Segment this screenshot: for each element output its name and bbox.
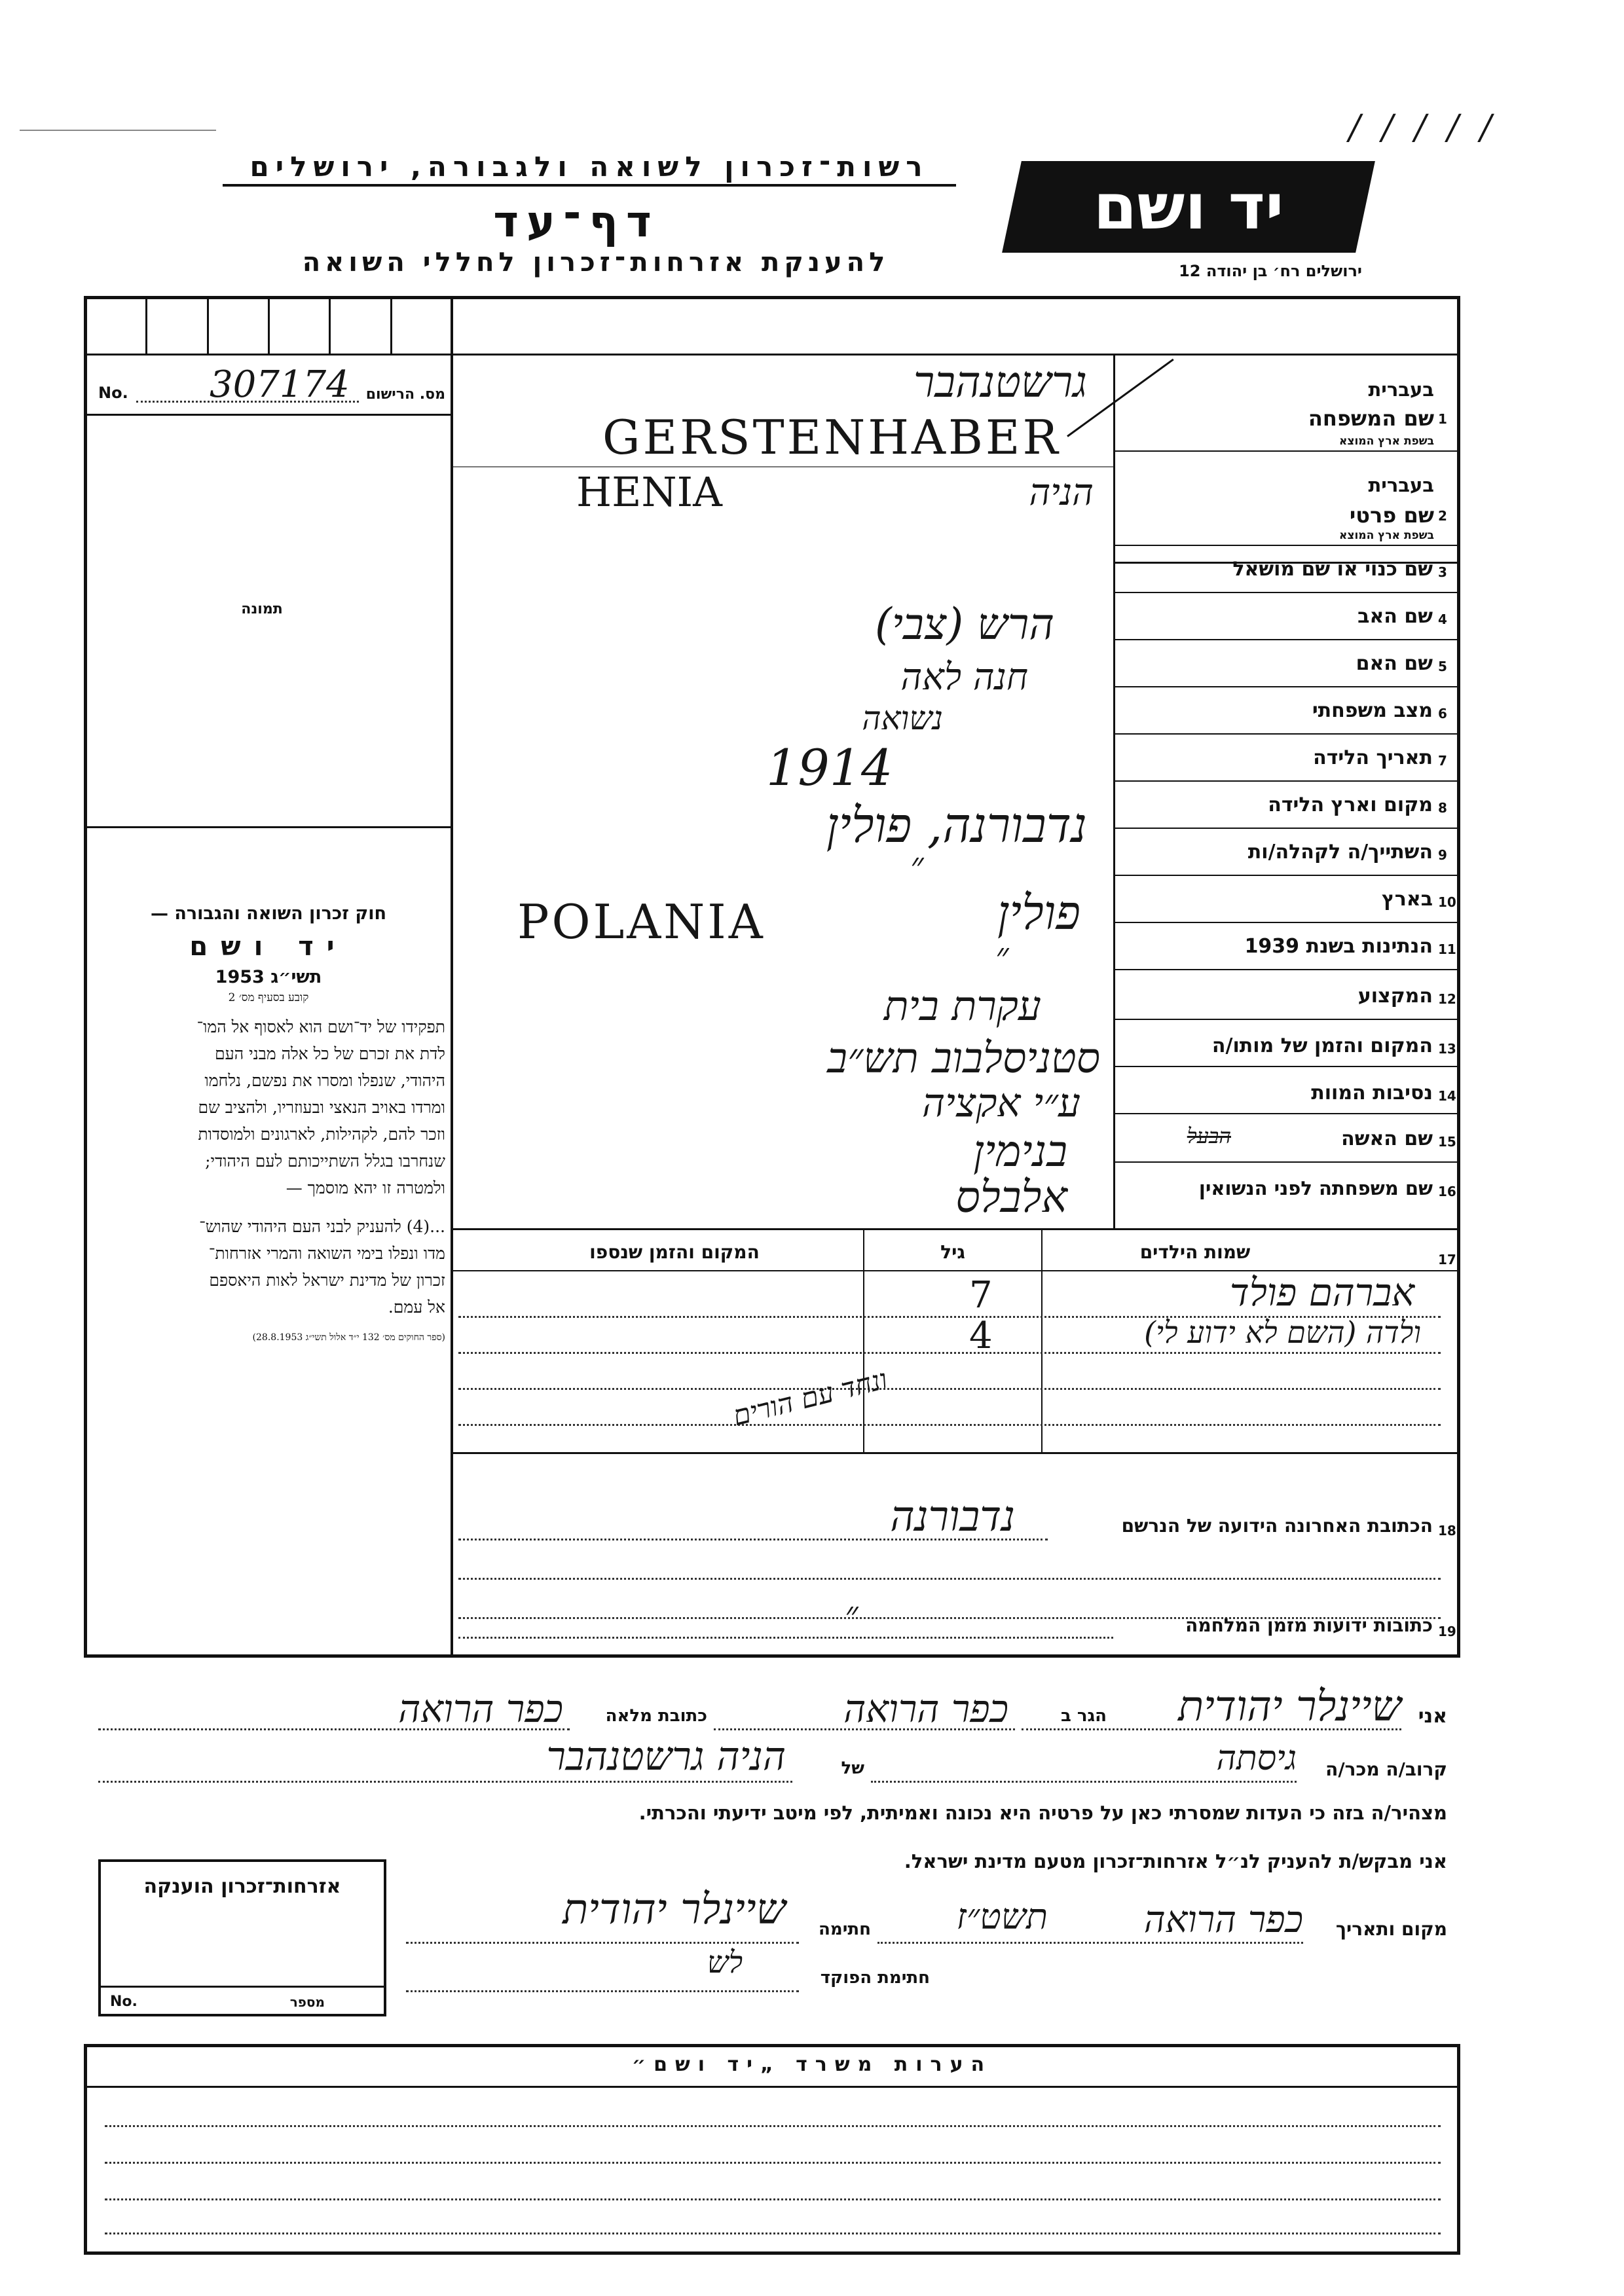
declarant-signature: שיינלר יהודית [563,1886,786,1934]
registration-no-label: No. [98,384,128,402]
declaration-request: אני מבקש/ת להעניק לנ״ל אזרחות־זכרון מטעם מדינת ישראל. [904,1850,1447,1872]
field-6-value: נשואה [862,699,943,737]
law-text-line: ומרדו באויב הנאצי ובעוזריו, ולהציב שם [198,1098,445,1117]
authority-name: רשות־זכרון לשואה ולגבורה, ירושלים [223,151,956,187]
office-use-boxes [86,299,453,354]
officer-signature-label: חתימת הפוקד [820,1968,930,1988]
field-15-struck: הבעל [1187,1123,1231,1148]
law-text-line: אל עמם. [388,1298,445,1317]
field-1-number: 1 [1438,411,1447,427]
form-title: דף־עד [493,196,659,247]
field-6-label: מצב משפחתי [1312,699,1433,722]
field-10-number: 10 [1438,894,1456,910]
relation-label: קרוב/ה מכר/ה [1325,1758,1447,1780]
field-14-value: ע״י אקציה [922,1080,1080,1126]
field-16-value: אלבלס [955,1172,1067,1222]
place-value: כפר הרואה [1143,1899,1303,1941]
field-13-label: המקום והזמן של מותו/ה [1211,1034,1433,1057]
children-place-note: ונחד עם הורים [729,1362,891,1432]
field-15-label: שם האשה [1341,1127,1433,1150]
field-2-sub1: בעברית [1368,474,1434,496]
law-box [92,903,445,1343]
field-1-label: שם המשפחה [1308,406,1434,431]
date-value: תשט״ז [956,1896,1048,1937]
citizenship-box-title: אזרחות־זכרון הוענקה [143,1875,341,1898]
field-12-label: המקצוע [1357,985,1433,1008]
declaration-statement: מצהיר/ה בזה כי העדות שמסרתי כאן על פרטיה היא נכונה ואמיתית, לפי מיטב ידיעתי והכרתי. [638,1802,1447,1824]
field-3-label: שם כנוי או שם מושאל [1232,558,1433,581]
citizenship-box [98,1859,386,2016]
field-10-label: בארץ [1381,888,1433,911]
field-4-value: הרש (צבי) [875,599,1054,649]
field-9-value: ״ [910,845,924,886]
field-13-value: סטניסלבוב תש״ב [827,1034,1100,1083]
law-text-line: ...(4) להעניק לבני העם היהודי שהוש־ [199,1217,445,1236]
of-value: הניה גרשטנהבר [546,1734,786,1779]
full-address-value: כפר הרואה [398,1686,563,1731]
field-19-value: ״ [845,1594,858,1635]
children-col-names: שמות הילדים [1139,1241,1251,1263]
field-2-value-latin: HENIA [576,468,722,516]
law-citation: (ספר החוקים מס׳ 132 י״ד אלול תשי״ג 28.8.1953) [252,1332,445,1343]
place-date-label: מקום ותאריך [1335,1918,1447,1940]
resides-value: כפר הרואה [843,1686,1008,1731]
law-text-line: שנחרבו בגלל השתייכותם לעם היהודי; [205,1152,445,1171]
law-text-line: מדו ונפלו בימי השואה והמרי אזרחות־ [208,1244,445,1263]
field-18-value: נדבורנה [890,1493,1015,1541]
field-2-number: 2 [1438,508,1447,524]
photo-label: תמונה [241,601,283,617]
field-7-label: תאריך הלידה [1313,746,1433,769]
children-col-age: גיל [940,1241,965,1263]
law-title: חוק זכרון השואה והגבורה — [150,903,387,924]
law-text-line: היהודי, שנפלו ומסרו את נפשם, נלחמו [204,1071,445,1090]
field-11-number: 11 [1438,941,1456,957]
remarks-area [84,2044,1460,2255]
field-9-number: 9 [1438,847,1447,863]
child-2-age: 4 [969,1315,993,1357]
logo-text: יד ושם [1093,170,1284,244]
field-19-number: 19 [1438,1624,1456,1639]
scan-artifact-line [20,130,216,131]
children-col-place: המקום והזמן שנספו [589,1241,760,1263]
citizenship-number-label: מספר [289,1994,325,2010]
field-5-number: 5 [1438,659,1447,674]
field-5-label: שם האם [1356,652,1433,675]
full-address-label: כתובת מלאה [605,1706,707,1726]
law-name: יד ושם [189,932,348,962]
field-12-value: עקרת בית [883,982,1041,1030]
field-1-value-latin: GERSTENHABER [602,410,1061,465]
field-11-label: הנתינות בשנת 1939 [1244,935,1433,958]
field-5-value: חנה לאה [900,656,1028,699]
field-13-number: 13 [1438,1041,1456,1057]
form-subtitle: להענקת אזרחות־זכרון לחללי השואה [302,247,890,278]
declaration-ani: אני [1418,1705,1447,1728]
field-1-value-hebrew: גרשטנהבר [913,357,1087,407]
field-14-number: 14 [1438,1088,1456,1104]
field-17-number: 17 [1438,1252,1456,1267]
field-12-number: 12 [1438,991,1456,1007]
field-4-label: שם האב [1357,605,1433,628]
field-8-number: 8 [1438,800,1447,816]
field-2-sub2: בשפת ארץ המוצא [1338,529,1434,542]
field-2-label: שם פרטי [1349,503,1434,528]
field-18-label: הכתובת האחרונה הידועה של הנרשם [1121,1515,1433,1537]
field-3-number: 3 [1438,564,1447,580]
child-1-age: 7 [969,1274,993,1317]
relation-value: גיסתה [1216,1739,1297,1778]
field-11-value: ״ [995,935,1009,976]
field-18-number: 18 [1438,1523,1456,1539]
logo-address: ירושלים רח׳ בן יהודה 12 [1179,262,1362,280]
of-label: של [841,1758,864,1778]
law-text-line: תפקידו של יד־ושם הוא לאסוף אל המו־ [196,1017,445,1036]
law-text-line: זכרון של מדינת ישראל לאות היאספם [209,1271,445,1290]
field-16-number: 16 [1438,1184,1456,1199]
field-16-label: שם משפחתה לפני הנשואין [1198,1177,1433,1199]
law-text-line: לדת את זכרם של כל אלה מבני העם [215,1044,445,1063]
field-15-value: בנימין [973,1126,1067,1176]
law-text-line: ולמטרה זו יהא מוסמך — [286,1178,445,1197]
field-4-number: 4 [1438,611,1447,627]
field-19-label: כתובות ידועות מזמן המלחמה [1185,1614,1433,1636]
registration-label: מס. הרישום [365,386,445,403]
citizenship-no-label: No. [110,1994,138,2010]
child-1-name: אברהם פולד [1229,1270,1414,1315]
field-10-value: פולין [997,885,1080,940]
field-9-label: השתייך/ה לקהלה/ות [1247,841,1433,864]
field-1-sub2: בשפת ארץ המוצא [1338,435,1434,448]
child-2-name: ולדה (השם לא ידוע לי) [1144,1315,1421,1350]
remarks-title: הערות משרד „יד ושם״ [631,2053,993,2076]
field-8-value: נדבורנה, פולין [826,797,1087,854]
corner-mark: / / / / / [1349,108,1497,147]
field-7-value: 1914 [766,738,893,797]
law-year: תשי״ג 1953 [215,967,322,987]
yad-vashem-logo [1002,161,1375,253]
field-7-number: 7 [1438,753,1447,769]
registration-number: 307174 [210,363,350,406]
field-14-label: נסיבות המוות [1311,1082,1433,1104]
field-1-sub1: בעברית [1368,378,1434,401]
law-text-line: וזכר להם, לקהילות, לארגונים ולמוסדות [198,1125,445,1144]
field-6-number: 6 [1438,706,1447,721]
signature-label: חתימה [819,1920,871,1939]
field-15-number: 15 [1438,1134,1456,1150]
officer-signature: לש [707,1944,743,1980]
field-2-value-hebrew: הניה [1029,471,1094,514]
law-clause: קובע בסעיף מס׳ 2 [228,991,309,1004]
field-10-value-latin: POLANIA [517,894,766,949]
resides-label: הגר ב [1060,1706,1107,1726]
field-8-label: מקום וארץ הלידה [1268,793,1433,816]
declarant-name: שיינלר יהודית [1178,1683,1401,1731]
